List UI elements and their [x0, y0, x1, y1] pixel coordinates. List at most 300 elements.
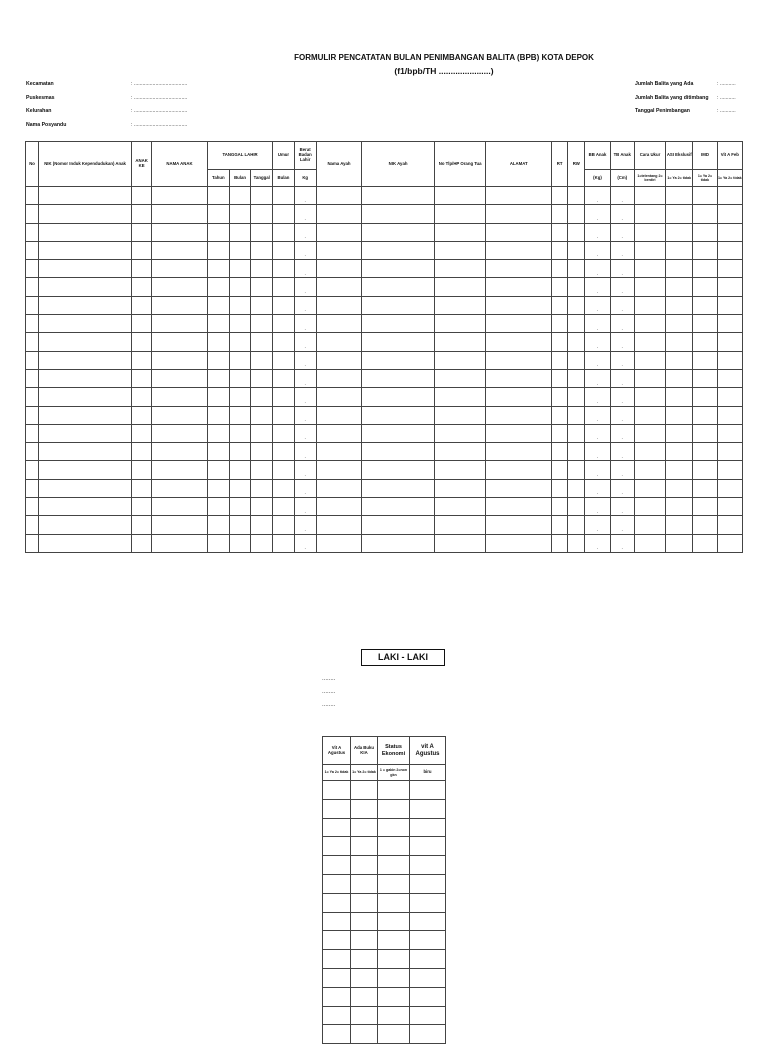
table-cell[interactable] — [634, 534, 665, 552]
table-cell[interactable] — [229, 369, 250, 387]
table-cell[interactable] — [362, 315, 435, 333]
table-cell[interactable] — [229, 388, 250, 406]
table-cell[interactable] — [362, 498, 435, 516]
table-cell[interactable]: . — [610, 296, 634, 314]
table-cell[interactable] — [693, 424, 717, 442]
table-cell[interactable] — [568, 406, 585, 424]
table-cell[interactable] — [693, 461, 717, 479]
table-cell[interactable]: . — [610, 406, 634, 424]
table-cell[interactable] — [362, 278, 435, 296]
table-cell[interactable] — [273, 205, 294, 223]
table-cell[interactable] — [434, 223, 486, 241]
table-cell[interactable]: . — [585, 333, 610, 351]
table-cell[interactable] — [251, 205, 273, 223]
table-cell[interactable] — [39, 315, 132, 333]
table-cell[interactable] — [378, 912, 410, 931]
table-cell[interactable] — [666, 424, 693, 442]
table-cell[interactable] — [666, 223, 693, 241]
table-cell[interactable]: . — [294, 223, 316, 241]
table-cell[interactable]: . — [610, 424, 634, 442]
table-cell[interactable] — [568, 351, 585, 369]
table-cell[interactable] — [717, 516, 742, 534]
table-cell[interactable] — [351, 856, 378, 875]
table-cell[interactable] — [251, 351, 273, 369]
table-cell[interactable] — [152, 205, 208, 223]
table-cell[interactable] — [362, 388, 435, 406]
table-cell[interactable] — [132, 388, 152, 406]
table-cell[interactable] — [229, 479, 250, 497]
table-cell[interactable]: . — [294, 388, 316, 406]
table-cell[interactable]: . — [585, 351, 610, 369]
table-cell[interactable] — [351, 987, 378, 1006]
table-cell[interactable] — [26, 369, 39, 387]
table-cell[interactable]: . — [585, 278, 610, 296]
table-cell[interactable] — [39, 296, 132, 314]
table-cell[interactable]: . — [585, 498, 610, 516]
table-cell[interactable] — [434, 369, 486, 387]
table-cell[interactable] — [666, 315, 693, 333]
table-cell[interactable] — [552, 223, 568, 241]
table-cell[interactable] — [207, 498, 229, 516]
table-cell[interactable] — [693, 443, 717, 461]
table-cell[interactable] — [666, 516, 693, 534]
table-cell[interactable] — [362, 516, 435, 534]
table-cell[interactable] — [132, 516, 152, 534]
table-cell[interactable] — [39, 187, 132, 205]
table-cell[interactable] — [410, 931, 446, 950]
table-cell[interactable] — [323, 818, 351, 837]
table-cell[interactable]: . — [585, 315, 610, 333]
table-cell[interactable] — [410, 818, 446, 837]
table-cell[interactable] — [323, 874, 351, 893]
table-cell[interactable] — [323, 968, 351, 987]
table-cell[interactable] — [634, 479, 665, 497]
table-cell[interactable] — [39, 241, 132, 259]
field-value[interactable]: : ..................................... — [131, 122, 188, 129]
table-cell[interactable] — [378, 818, 410, 837]
table-cell[interactable]: . — [610, 351, 634, 369]
table-cell[interactable] — [693, 278, 717, 296]
table-cell[interactable] — [666, 333, 693, 351]
table-cell[interactable] — [207, 241, 229, 259]
table-cell[interactable] — [717, 296, 742, 314]
table-cell[interactable]: . — [294, 260, 316, 278]
table-cell[interactable] — [316, 278, 361, 296]
table-cell[interactable] — [273, 260, 294, 278]
table-cell[interactable] — [229, 315, 250, 333]
table-cell[interactable] — [316, 223, 361, 241]
table-cell[interactable]: . — [610, 479, 634, 497]
table-cell[interactable] — [229, 241, 250, 259]
table-cell[interactable] — [568, 479, 585, 497]
table-cell[interactable] — [323, 856, 351, 875]
table-cell[interactable] — [434, 351, 486, 369]
table-cell[interactable] — [486, 479, 552, 497]
table-cell[interactable] — [666, 241, 693, 259]
table-cell[interactable] — [39, 205, 132, 223]
table-cell[interactable] — [486, 205, 552, 223]
table-cell[interactable] — [362, 424, 435, 442]
table-cell[interactable] — [273, 461, 294, 479]
table-cell[interactable] — [132, 223, 152, 241]
table-cell[interactable] — [717, 223, 742, 241]
table-cell[interactable] — [634, 424, 665, 442]
table-cell[interactable] — [26, 260, 39, 278]
table-cell[interactable] — [152, 424, 208, 442]
table-cell[interactable] — [693, 260, 717, 278]
table-cell[interactable] — [251, 278, 273, 296]
table-cell[interactable] — [717, 424, 742, 442]
table-cell[interactable]: . — [294, 296, 316, 314]
table-cell[interactable]: . — [610, 278, 634, 296]
table-cell[interactable] — [207, 406, 229, 424]
table-cell[interactable] — [273, 278, 294, 296]
table-cell[interactable] — [434, 479, 486, 497]
table-cell[interactable] — [568, 223, 585, 241]
table-cell[interactable] — [273, 315, 294, 333]
table-cell[interactable] — [568, 333, 585, 351]
table-cell[interactable] — [39, 260, 132, 278]
table-cell[interactable] — [273, 406, 294, 424]
table-cell[interactable] — [568, 516, 585, 534]
table-cell[interactable] — [229, 498, 250, 516]
table-cell[interactable] — [666, 461, 693, 479]
table-cell[interactable]: . — [585, 443, 610, 461]
table-cell[interactable] — [717, 461, 742, 479]
table-cell[interactable]: . — [585, 534, 610, 552]
table-cell[interactable] — [717, 241, 742, 259]
table-cell[interactable] — [434, 498, 486, 516]
table-cell[interactable] — [251, 479, 273, 497]
table-cell[interactable] — [132, 461, 152, 479]
table-cell[interactable] — [666, 369, 693, 387]
table-cell[interactable] — [229, 187, 250, 205]
table-cell[interactable] — [486, 333, 552, 351]
table-cell[interactable] — [717, 315, 742, 333]
table-cell[interactable] — [323, 987, 351, 1006]
table-cell[interactable] — [323, 1025, 351, 1044]
table-cell[interactable] — [207, 351, 229, 369]
table-cell[interactable] — [410, 781, 446, 800]
table-cell[interactable] — [486, 388, 552, 406]
table-cell[interactable] — [152, 187, 208, 205]
table-cell[interactable] — [486, 406, 552, 424]
table-cell[interactable] — [229, 296, 250, 314]
table-cell[interactable]: . — [294, 187, 316, 205]
table-cell[interactable] — [634, 406, 665, 424]
table-cell[interactable] — [207, 278, 229, 296]
table-cell[interactable] — [132, 479, 152, 497]
table-cell[interactable] — [39, 369, 132, 387]
table-cell[interactable] — [351, 799, 378, 818]
table-cell[interactable] — [434, 260, 486, 278]
table-cell[interactable] — [39, 333, 132, 351]
table-cell[interactable]: . — [610, 498, 634, 516]
table-cell[interactable] — [486, 187, 552, 205]
table-cell[interactable] — [132, 260, 152, 278]
table-cell[interactable] — [568, 498, 585, 516]
table-cell[interactable] — [273, 296, 294, 314]
table-cell[interactable] — [316, 333, 361, 351]
table-cell[interactable] — [362, 351, 435, 369]
table-cell[interactable] — [207, 205, 229, 223]
table-cell[interactable] — [378, 1025, 410, 1044]
table-cell[interactable]: . — [294, 516, 316, 534]
table-cell[interactable] — [39, 424, 132, 442]
table-cell[interactable] — [207, 223, 229, 241]
field-value[interactable]: : ........... — [717, 81, 736, 87]
table-cell[interactable] — [26, 205, 39, 223]
table-cell[interactable] — [316, 369, 361, 387]
table-cell[interactable] — [316, 406, 361, 424]
table-cell[interactable] — [410, 874, 446, 893]
table-cell[interactable] — [26, 351, 39, 369]
table-cell[interactable] — [207, 461, 229, 479]
table-cell[interactable]: . — [294, 424, 316, 442]
table-cell[interactable] — [207, 369, 229, 387]
table-cell[interactable] — [552, 296, 568, 314]
table-cell[interactable] — [434, 516, 486, 534]
table-cell[interactable]: . — [294, 443, 316, 461]
table-cell[interactable] — [486, 424, 552, 442]
table-cell[interactable] — [132, 443, 152, 461]
table-cell[interactable] — [486, 315, 552, 333]
table-cell[interactable] — [316, 443, 361, 461]
table-cell[interactable] — [207, 315, 229, 333]
table-cell[interactable] — [229, 443, 250, 461]
table-cell[interactable] — [273, 443, 294, 461]
table-cell[interactable]: . — [585, 187, 610, 205]
table-cell[interactable] — [666, 278, 693, 296]
table-cell[interactable] — [434, 388, 486, 406]
table-cell[interactable] — [273, 223, 294, 241]
table-cell[interactable] — [132, 498, 152, 516]
table-cell[interactable] — [552, 241, 568, 259]
table-cell[interactable] — [132, 241, 152, 259]
table-cell[interactable] — [207, 516, 229, 534]
table-cell[interactable] — [273, 479, 294, 497]
table-cell[interactable] — [568, 424, 585, 442]
table-cell[interactable] — [362, 223, 435, 241]
table-cell[interactable]: . — [610, 388, 634, 406]
table-cell[interactable]: . — [294, 241, 316, 259]
table-cell[interactable] — [568, 443, 585, 461]
table-cell[interactable]: . — [294, 479, 316, 497]
table-cell[interactable] — [323, 1006, 351, 1025]
table-cell[interactable] — [251, 534, 273, 552]
table-cell[interactable] — [552, 278, 568, 296]
table-cell[interactable] — [132, 424, 152, 442]
table-cell[interactable] — [39, 351, 132, 369]
table-cell[interactable] — [552, 205, 568, 223]
table-cell[interactable] — [207, 479, 229, 497]
table-cell[interactable] — [362, 406, 435, 424]
table-cell[interactable] — [152, 260, 208, 278]
table-cell[interactable] — [634, 516, 665, 534]
table-cell[interactable] — [251, 223, 273, 241]
table-cell[interactable] — [410, 1006, 446, 1025]
table-cell[interactable] — [568, 205, 585, 223]
table-cell[interactable] — [39, 406, 132, 424]
table-cell[interactable] — [229, 461, 250, 479]
table-cell[interactable] — [717, 260, 742, 278]
table-cell[interactable]: . — [610, 260, 634, 278]
table-cell[interactable] — [323, 781, 351, 800]
table-cell[interactable] — [486, 369, 552, 387]
table-cell[interactable] — [634, 278, 665, 296]
table-cell[interactable] — [229, 516, 250, 534]
table-cell[interactable]: . — [610, 187, 634, 205]
table-cell[interactable] — [26, 498, 39, 516]
table-cell[interactable] — [316, 205, 361, 223]
table-cell[interactable] — [693, 241, 717, 259]
table-cell[interactable] — [552, 406, 568, 424]
table-cell[interactable] — [323, 950, 351, 969]
table-cell[interactable]: . — [585, 424, 610, 442]
table-cell[interactable] — [410, 799, 446, 818]
table-cell[interactable] — [717, 187, 742, 205]
table-cell[interactable]: . — [610, 333, 634, 351]
table-cell[interactable] — [39, 388, 132, 406]
table-cell[interactable] — [132, 278, 152, 296]
table-cell[interactable] — [351, 931, 378, 950]
table-cell[interactable]: . — [585, 461, 610, 479]
table-cell[interactable] — [717, 205, 742, 223]
table-cell[interactable]: . — [294, 333, 316, 351]
table-cell[interactable] — [26, 424, 39, 442]
table-cell[interactable] — [26, 388, 39, 406]
table-cell[interactable] — [251, 461, 273, 479]
table-cell[interactable] — [362, 443, 435, 461]
table-cell[interactable] — [251, 424, 273, 442]
table-cell[interactable] — [152, 278, 208, 296]
table-cell[interactable] — [251, 333, 273, 351]
table-cell[interactable] — [568, 296, 585, 314]
table-cell[interactable] — [378, 987, 410, 1006]
table-cell[interactable] — [693, 369, 717, 387]
table-cell[interactable] — [666, 296, 693, 314]
table-cell[interactable] — [273, 388, 294, 406]
table-cell[interactable] — [634, 461, 665, 479]
table-cell[interactable] — [351, 1025, 378, 1044]
table-cell[interactable] — [693, 388, 717, 406]
field-value[interactable]: : ..................................... — [131, 81, 188, 87]
table-cell[interactable] — [132, 187, 152, 205]
table-cell[interactable] — [634, 333, 665, 351]
table-cell[interactable]: . — [294, 461, 316, 479]
table-cell[interactable] — [229, 260, 250, 278]
table-cell[interactable] — [552, 534, 568, 552]
table-cell[interactable] — [323, 893, 351, 912]
table-cell[interactable] — [568, 315, 585, 333]
table-cell[interactable] — [378, 893, 410, 912]
table-cell[interactable] — [362, 461, 435, 479]
table-cell[interactable] — [693, 333, 717, 351]
table-cell[interactable] — [251, 443, 273, 461]
table-cell[interactable] — [486, 278, 552, 296]
table-cell[interactable] — [410, 856, 446, 875]
table-cell[interactable] — [666, 351, 693, 369]
table-cell[interactable] — [316, 424, 361, 442]
table-cell[interactable] — [362, 479, 435, 497]
table-cell[interactable] — [316, 296, 361, 314]
table-cell[interactable] — [693, 223, 717, 241]
table-cell[interactable]: . — [294, 278, 316, 296]
table-cell[interactable] — [351, 950, 378, 969]
table-cell[interactable] — [229, 424, 250, 442]
table-cell[interactable]: . — [610, 315, 634, 333]
table-cell[interactable] — [251, 369, 273, 387]
field-value[interactable]: : ..................................... — [131, 94, 188, 101]
table-cell[interactable] — [132, 534, 152, 552]
table-cell[interactable] — [152, 388, 208, 406]
field-value[interactable]: : ........... — [717, 108, 736, 115]
table-cell[interactable] — [362, 333, 435, 351]
table-cell[interactable] — [717, 333, 742, 351]
table-cell[interactable] — [316, 260, 361, 278]
table-cell[interactable]: . — [294, 534, 316, 552]
table-cell[interactable] — [323, 799, 351, 818]
table-cell[interactable] — [316, 187, 361, 205]
table-cell[interactable] — [251, 187, 273, 205]
table-cell[interactable] — [717, 479, 742, 497]
table-cell[interactable]: . — [585, 516, 610, 534]
table-cell[interactable] — [410, 912, 446, 931]
table-cell[interactable] — [26, 187, 39, 205]
table-cell[interactable] — [434, 406, 486, 424]
table-cell[interactable]: . — [585, 406, 610, 424]
table-cell[interactable] — [152, 296, 208, 314]
table-cell[interactable] — [634, 296, 665, 314]
table-cell[interactable] — [666, 187, 693, 205]
table-cell[interactable] — [273, 534, 294, 552]
table-cell[interactable] — [717, 498, 742, 516]
table-cell[interactable] — [26, 479, 39, 497]
table-cell[interactable] — [273, 241, 294, 259]
table-cell[interactable] — [486, 223, 552, 241]
table-cell[interactable] — [273, 333, 294, 351]
field-value[interactable]: : ..................................... — [131, 108, 188, 115]
table-cell[interactable] — [568, 260, 585, 278]
table-cell[interactable] — [552, 516, 568, 534]
table-cell[interactable] — [152, 369, 208, 387]
table-cell[interactable] — [316, 516, 361, 534]
table-cell[interactable] — [251, 315, 273, 333]
table-cell[interactable] — [434, 315, 486, 333]
table-cell[interactable] — [362, 296, 435, 314]
table-cell[interactable]: . — [294, 315, 316, 333]
table-cell[interactable]: . — [294, 369, 316, 387]
table-cell[interactable] — [39, 479, 132, 497]
table-cell[interactable] — [316, 461, 361, 479]
table-cell[interactable] — [132, 406, 152, 424]
table-cell[interactable] — [316, 241, 361, 259]
table-cell[interactable]: . — [585, 388, 610, 406]
table-cell[interactable] — [552, 443, 568, 461]
table-cell[interactable] — [486, 516, 552, 534]
table-cell[interactable] — [568, 534, 585, 552]
table-cell[interactable] — [362, 205, 435, 223]
table-cell[interactable] — [378, 950, 410, 969]
table-cell[interactable] — [434, 296, 486, 314]
table-cell[interactable] — [273, 351, 294, 369]
table-cell[interactable] — [634, 241, 665, 259]
table-cell[interactable] — [693, 498, 717, 516]
table-cell[interactable] — [693, 351, 717, 369]
table-cell[interactable]: . — [585, 369, 610, 387]
table-cell[interactable] — [378, 856, 410, 875]
table-cell[interactable] — [362, 534, 435, 552]
